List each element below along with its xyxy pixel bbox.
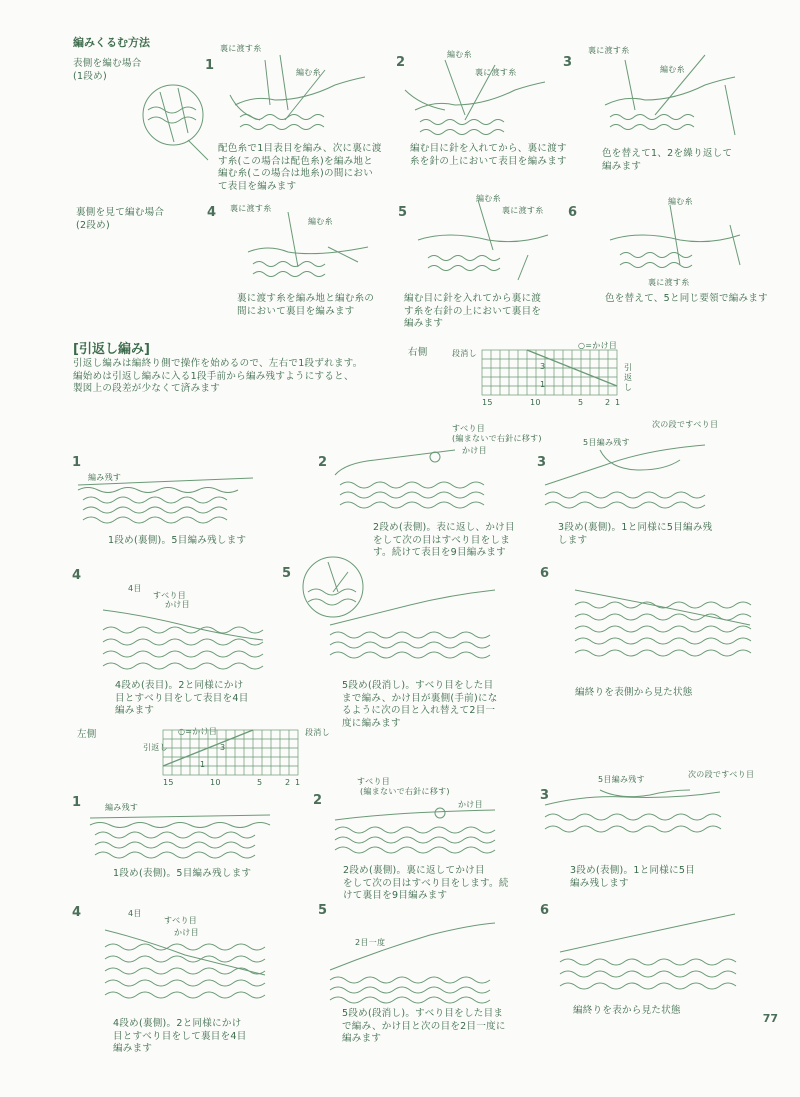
wrap-step-5-label-b: 裏に渡す糸	[502, 206, 544, 215]
left-side-label: 左側	[77, 729, 97, 740]
wrap-step-3-label-a: 裏に渡す糸	[588, 46, 630, 55]
right-chart-tick-10: 10	[530, 398, 541, 407]
wrap-step-4-caption: 裏に渡す糸を編み地と編む糸の 間において裏目を編みます	[237, 293, 375, 317]
left-step-5-illustration	[325, 920, 500, 1005]
left-step-4-label-c: かけ目	[174, 928, 199, 937]
right-chart-turn-label: 引返し	[624, 363, 633, 392]
wrap-step-4-label-a: 裏に渡す糸	[230, 204, 272, 213]
short-rows-intro: 引返し編みは編終り側で操作を始めるので、左右で1段ずれます。 編始めは引返し編みに入る1段手前から編み残すようにすると、 製図上の段差が少なくて済みます	[73, 358, 363, 394]
front-label-line1: 表側を編む場合	[73, 58, 142, 69]
right-step-4-label-a: 4目	[128, 584, 142, 593]
left-step-3-illustration	[540, 785, 725, 850]
left-step-2-illustration	[330, 805, 505, 865]
wrap-step-6-label-b: 裏に渡す糸	[648, 278, 690, 287]
left-chart-tick-5: 5	[257, 778, 263, 787]
wrap-step-6-caption: 色を替えて、5と同じ要領で編みます	[605, 293, 768, 304]
right-step-2-illustration	[335, 445, 505, 520]
wrap-step-3-illustration	[595, 55, 745, 140]
wrap-step-1-label-b: 編む糸	[296, 68, 321, 77]
right-step-6-caption: 編終りを表側から見た状態	[575, 687, 693, 698]
left-step-4-label-b: すべり目	[164, 916, 198, 925]
left-chart-row-label: 段消し	[305, 728, 330, 737]
left-step-1-caption: 1段め(表側)。5目編み残します	[113, 868, 252, 879]
front-side-label	[73, 58, 142, 83]
wrap-step-1-number: 1	[205, 58, 215, 73]
left-step-6-number: 6	[540, 903, 550, 918]
left-step-1-number: 1	[72, 795, 82, 810]
stitch-detail-circle	[138, 80, 208, 150]
left-step-6-illustration	[555, 912, 740, 992]
left-short-row-chart	[163, 730, 303, 780]
right-chart-tick-1: 1	[615, 398, 621, 407]
wrap-step-4-label-b: 編む糸	[308, 217, 333, 226]
right-side-label: 右側	[408, 347, 428, 358]
wrap-step-5-illustration	[408, 200, 553, 285]
left-step-5-label-a: 2目一度	[355, 938, 386, 947]
left-step-2-label-b: (編まないで右針に移す)	[360, 787, 450, 796]
right-chart-tick-5: 5	[578, 398, 584, 407]
left-chart-row-3: 3	[220, 743, 226, 752]
left-step-2-label-c: かけ目	[458, 800, 483, 809]
left-step-4-caption: 4段め(裏側)。2と同様にかけ 目とすべり目をして裏目を4目 編みます	[113, 1018, 247, 1054]
wrap-step-2-illustration	[405, 60, 555, 140]
left-step-5-caption: 5段め(段消し)。すべり目をした目ま で編み、かけ目と次の目を2目一度に 編みます	[342, 1008, 506, 1044]
left-step-1-label: 編み残す	[105, 803, 139, 812]
right-step-1-label: 編み残す	[88, 473, 122, 482]
left-chart-turn-label: 引返し	[143, 743, 168, 752]
left-step-3-number: 3	[540, 788, 550, 803]
wrap-step-5-caption: 編む目に針を入れてから裏に渡 す糸を右針の上において裏目を 編みます	[404, 293, 542, 329]
wrap-step-2-label-a: 編む糸	[447, 50, 472, 59]
left-step-2-caption: 2段め(裏側)。裏に返してかけ目 をして次の目はすべり目をします。続 けて裏目を9目編みます	[343, 865, 509, 901]
left-step-6-caption: 編終りを表から見た状態	[573, 1005, 681, 1016]
right-step-3-caption: 3段め(裏側)。1と同様に5目編み残 します	[558, 522, 713, 546]
left-step-3-label-a: 5目編み残す	[598, 775, 645, 784]
left-step-5-number: 5	[318, 903, 328, 918]
left-step-3-caption: 3段め(表側)。1と同様に5目 編み残します	[570, 865, 696, 889]
right-step-6-number: 6	[540, 566, 550, 581]
wrap-step-2-caption: 編む目に針を入れてから、裏に渡す 糸を針の上において表目を編みます	[410, 143, 567, 167]
left-chart-tick-2: 2	[285, 778, 291, 787]
section-title-wrapping: 編みくるむ方法	[73, 36, 150, 49]
right-step-3-number: 3	[537, 455, 547, 470]
right-step-5-number: 5	[282, 566, 292, 581]
wrap-step-5-label-a: 編む糸	[476, 194, 501, 203]
right-step-2-number: 2	[318, 455, 328, 470]
right-chart-row-3: 3	[540, 362, 546, 371]
wrap-step-1-illustration	[225, 55, 375, 140]
right-chart-tick-15: 15	[482, 398, 493, 407]
wrap-step-4-illustration	[238, 212, 378, 290]
right-step-1-number: 1	[72, 455, 82, 470]
left-step-4-illustration	[100, 925, 270, 1005]
right-step-1-caption: 1段め(裏側)。5目編み残します	[108, 535, 247, 546]
right-step-5-caption: 5段め(段消し)。すべり目をした目 まで編み、かけ目が裏側(手前)にな るように次の目と入れ替えて2目一 度に編みます	[342, 680, 498, 729]
left-chart-tick-15: 15	[163, 778, 174, 787]
right-step-4-label-c: かけ目	[165, 600, 190, 609]
right-step-5-illustration	[325, 585, 500, 665]
wrap-step-1-label-a: 裏に渡す糸	[220, 44, 262, 53]
wrap-step-2-label-b: 裏に渡す糸	[475, 68, 517, 77]
right-step-1-illustration	[78, 470, 253, 530]
right-step-3-label-b: 5目編み残す	[583, 438, 630, 447]
right-chart-tick-2: 2	[605, 398, 611, 407]
right-step-2-label-a: すべり目	[452, 424, 486, 433]
right-step-4-illustration	[98, 600, 268, 675]
right-chart-row-1: 1	[540, 380, 546, 389]
left-step-1-illustration	[90, 810, 270, 865]
right-step-4-caption: 4段め(表目)。2と同様にかけ 目とすべり目をして表目を4目 編みます	[115, 680, 249, 716]
right-short-row-chart	[482, 350, 622, 400]
wrap-step-3-caption: 色を替えて1、2を繰り返して 編みます	[602, 148, 733, 172]
wrap-step-3-number: 3	[563, 55, 573, 70]
wrap-step-6-label-a: 編む糸	[668, 197, 693, 206]
left-step-4-label-a: 4目	[128, 909, 142, 918]
left-chart-tick-1: 1	[295, 778, 301, 787]
back-side-label	[76, 207, 164, 232]
left-step-2-label-a: すべり目	[357, 777, 391, 786]
wrap-step-3-label-b: 編む糸	[660, 65, 685, 74]
back-label-line2: (2段め)	[76, 219, 110, 231]
right-step-2-label-b: (編まないで右針に移す)	[452, 434, 542, 443]
right-step-3-illustration	[540, 440, 720, 520]
right-step-3-label-a: 次の段ですべり目	[652, 420, 719, 429]
right-step-6-illustration	[570, 585, 755, 665]
right-chart-yo-label: ○=かけ目	[578, 341, 618, 350]
wrap-step-6-number: 6	[568, 205, 578, 220]
left-step-3-label-b: 次の段ですべり目	[688, 770, 755, 779]
right-step-2-label-c: かけ目	[462, 446, 487, 455]
left-chart-tick-10: 10	[210, 778, 221, 787]
front-label-line2: (1段め)	[73, 70, 107, 82]
left-chart-row-1: 1	[200, 760, 206, 769]
back-label-line1: 裏側を見て編む場合	[76, 207, 165, 218]
right-step-4-label-b: すべり目	[153, 591, 187, 600]
page-number: 77	[762, 1012, 778, 1025]
right-step-4-number: 4	[72, 568, 82, 583]
wrap-step-2-number: 2	[396, 55, 406, 70]
left-step-2-number: 2	[313, 793, 323, 808]
wrap-step-6-illustration	[600, 205, 745, 280]
left-chart-yo-label: ○=かけ目	[178, 727, 218, 736]
wrap-step-4-number: 4	[207, 205, 217, 220]
wrap-step-1-caption: 配色糸で1目表目を編み、次に裏に渡 す糸(この場合は配色糸)を編み地と 編む糸(この場合は地糸)の間におい て表目を編みます	[218, 143, 382, 192]
left-step-4-number: 4	[72, 905, 82, 920]
right-chart-row-label: 段消し	[452, 349, 477, 358]
wrap-step-5-number: 5	[398, 205, 408, 220]
right-step-2-caption: 2段め(表側)。表に返し、かけ目 をして次の目はすべり目をしま す。続けて表目を9目編みます	[373, 522, 515, 558]
section-title-short-rows: [引返し編み]	[73, 342, 150, 357]
